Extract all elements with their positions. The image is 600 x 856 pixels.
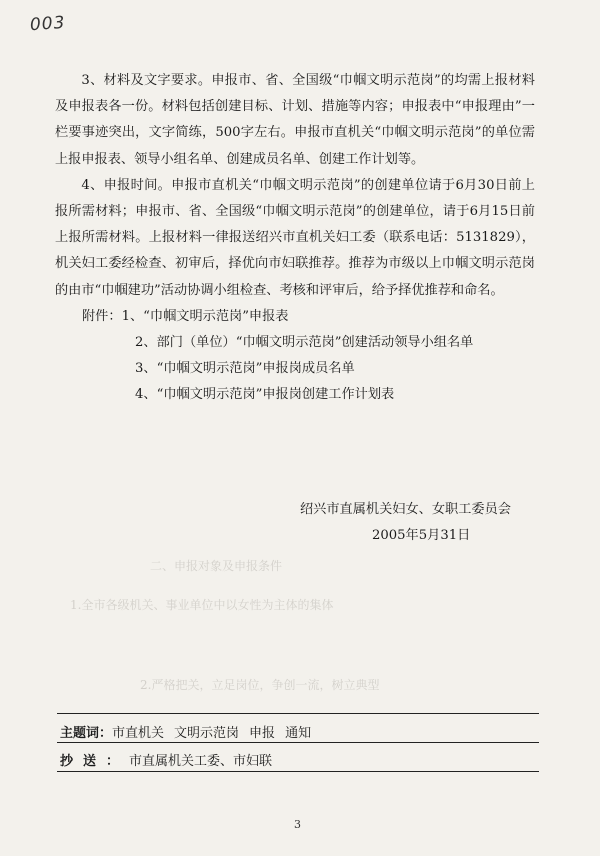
topic-keyword: 申报 bbox=[249, 726, 276, 741]
attachment-item: 2、部门（单位）“巾帼文明示范岗”创建活动领导小组名单 bbox=[135, 335, 474, 351]
paragraph-materials: 3、材料及文字要求。申报市、省、全国级“巾帼文明示范岗”的均需上报材料及申报表各一份。材料包括创建目标、计划、措施等内容；申报表中“申报理由”一栏要事迹突出，文字简练，500字左右。申报市直机关“巾帼文明示范岗”的单位需上报申报表、领导小组名单、创建成员名单、创建工作计划等。 bbox=[55, 73, 535, 167]
topic-words bbox=[60, 722, 311, 741]
document-body bbox=[55, 68, 535, 409]
cc-label: 抄送： bbox=[60, 754, 130, 769]
issuing-organization: 绍兴市直属机关妇女、女职工委员会 bbox=[300, 502, 511, 517]
issue-date: 2005年5月31日 bbox=[372, 528, 471, 543]
attachment-item: 4、“巾帼文明示范岗”申报岗创建工作计划表 bbox=[135, 387, 395, 403]
page-number: 3 bbox=[294, 818, 301, 831]
bleed-through-text: 1.全市各级机关、事业单位中以女性为主体的集体 bbox=[70, 598, 334, 612]
topic-label: 主题词： bbox=[60, 726, 113, 741]
attachment-item: 附件：1、“巾帼文明示范岗”申报表 bbox=[82, 308, 289, 324]
bleed-through-text: 2.严格把关，立足岗位，争创一流，树立典型 bbox=[140, 678, 380, 692]
attachment-item: 3、“巾帼文明示范岗”申报岗成员名单 bbox=[135, 361, 355, 377]
topic-keyword: 市直机关 bbox=[112, 726, 165, 741]
topic-keyword: 文明示范岗 bbox=[174, 726, 240, 741]
footer-divider bbox=[57, 742, 539, 743]
topic-keyword: 通知 bbox=[285, 726, 312, 741]
attachments-label: 附件： bbox=[82, 308, 122, 324]
attachments-list bbox=[55, 304, 535, 409]
signature-block bbox=[300, 497, 511, 549]
bleed-through-text: 二、申报对象及申报条件 bbox=[150, 559, 283, 573]
cc-value: 市直属机关工委、市妇联 bbox=[129, 754, 273, 769]
footer-divider bbox=[57, 771, 539, 772]
handwritten-page-number: 003 bbox=[29, 12, 67, 36]
paragraph-schedule: 4、申报时间。申报市直机关“巾帼文明示范岗”的创建单位请于6月30日前上报所需材料；申报市、省、全国级“巾帼文明示范岗”的创建单位，请于6月15日前上报所需材料。上报材料一律报送绍兴市直机关妇工委（联系电话：5131829），机关妇工委经检查、初审后，择优向市妇联推荐。推荐为市级以上巾帼文明示范岗的由市“巾帼建功”活动协调小组检查、考核和评审后，给予择优推荐和命名。 bbox=[55, 177, 535, 298]
cc-line bbox=[60, 750, 272, 769]
footer-divider bbox=[57, 713, 539, 714]
